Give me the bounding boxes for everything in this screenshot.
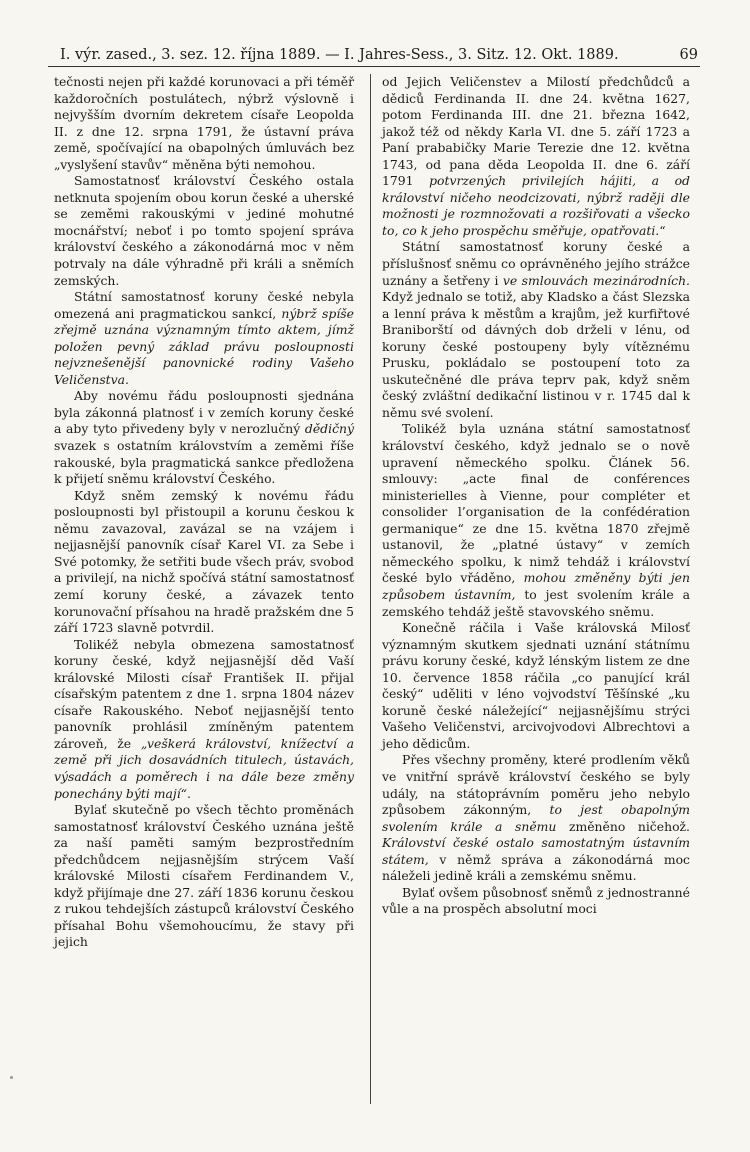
paragraph	[54, 289, 354, 388]
text-run: to jest svolením krále a zemského tehdáž ještě stavovského sněmu.	[382, 586, 691, 619]
text-run: Tolikéž nebyla obmezena samostatnosť koruny české, když nejjasnější děd Vaší královské Milosti císař František II. přijal císařským patentem z dne 1. srpna 1804 název císaře Rakouského. Neboť nejjasnější tento panovník prohlásil zmíněným patentem zároveň, že	[54, 636, 354, 751]
text-run: Státní samostatnosť koruny české nebyla omezená ani pragmatickou sankcí,	[54, 289, 354, 321]
paragraph	[382, 885, 690, 918]
text-run: Bylať ovšem působnosť sněmů z jednostranné vůle a na prospěch absolutní moci	[382, 884, 690, 917]
paragraph	[382, 421, 690, 620]
paragraph	[54, 488, 354, 637]
header-title: I. výr. zased., 3. sez. 12. října 1889. — I. Jahres-Sess., 3. Sitz. 12. Okt. 1889.	[60, 47, 619, 63]
text-run: Aby novému řádu posloupnosti sjednána byla zákonná platnosť i v zemích koruny české a aby tyto přivedeny byly v nerozlučný	[54, 388, 354, 437]
text-run: tečnosti nejen při každé korunovaci a při téměř každoročních postulátech, nýbrž výslovně i nejvyšším dvorním dekretem císaře Leopolda II. z dne 12. srpna 1791, že ústavní práva země, spočívající na obapolných úmluvách bez „vyslyšení stavův“ měněna býti nemohou.	[54, 74, 354, 172]
page-number: 69	[679, 47, 698, 63]
right-text-column	[382, 74, 690, 918]
italic-text: dědičný	[304, 421, 354, 437]
header-rule	[48, 66, 700, 67]
italic-text: potvrzených privilejích hájiti, a od království ničeho neodcizovati, nýbrž raději dle možnosti je rozmnožovati a rozšiřovati a všecko to, co k jeho prospěchu směřuje, opatřovati.	[382, 173, 690, 238]
text-run: Bylať skutečně po všech těchto proměnách samostatnosť království Českého uznána ještě za naší paměti samým bezprostředním předchůdcem nejjasnějším strýcem Vaší královské Milosti císařem Ferdinandem V., když přijímaje dne 27. září 1836 korunu českou z rukou tehdejších zástupců království Českého přísahal Bohu všemohoucímu, že stavy při jejich	[54, 802, 354, 950]
italic-text: nýbrž spíše zřejmě uznána významným tímto aktem, jímž položen pevný základ právu posloupnosti nejvznešenější panovnické rodiny Vašeho Veličenstva.	[54, 305, 355, 387]
text-run: Když jednalo se totiž, aby Kladsko a část Slezska a lenní práva k městům a krajům, jež kurfiřtové Braniborští od dávných dob drželi v lénu, od koruny české postoupeny byly vítěznému Prusku, pokládalo se postoupení toto za uskutečněné dle práva teprv pak, když sněm český zvláštní dedikační listinou v r. 1745 dal k němu své svolení.	[382, 289, 690, 420]
text-run: “	[659, 222, 666, 238]
text-run: Když sněm zemský k novému řádu posloupnosti byl přistoupil a korunu českou k němu zavazoval, zavázal se na vzájem i nejjasnější panovník císař Karel VI. za Sebe i Své potomky, že setřiti bude všech práv, svobod a privilejí, na nichž spočívá státní samostatnosť zemí koruny české, a závazek tento korunovační přísahou na hradě pražském dne 5 září 1723 slavně potvrdil.	[54, 487, 354, 636]
text-run: Státní samostatnosť koruny české a příslušnosť sněmu co oprávněného jejího strážce uznány a šetřeny i	[382, 239, 690, 288]
text-run: Samostatnosť království Českého ostala netknuta spojením obou korun české a uherské se zeměmi rakouskými v jediné mohutné mocnářství; neboť i po tomto spojení správa království českého a zákonodárná moc v něm potrvaly na dále výhradně při králi a sněmích zemských.	[54, 173, 354, 288]
paragraph	[54, 74, 354, 173]
italic-text: to jest obapolným svolením krále a sněmu	[382, 802, 690, 834]
paragraph	[54, 802, 354, 951]
italic-text: mohou změněny býti jen způsobem ústavním,	[382, 570, 690, 602]
text-run: Konečně ráčila i Vaše královská Milosť významným skutkem sjednati uznání státnímu právu koruny české, když lénským listem ze dne 10. července 1858 ráčila „co panující král český“ uděliti v léno vojvodství Těšínské „ku koruně české náležející“ nejjasnějšímu strýci Vašeho Veličenstvi, arcivojvodovi Albrechtovi a jeho dědicům.	[382, 620, 690, 751]
paragraph	[54, 388, 354, 487]
paragraph	[382, 620, 690, 752]
paragraph	[382, 752, 690, 884]
paragraph	[54, 637, 354, 802]
text-run: svazek s ostatním královstvím a zeměmi říše rakouské, byla pragmatická sankce předložena k přijetí sněmu království Českého.	[54, 438, 354, 487]
running-header	[60, 44, 698, 66]
column-divider	[370, 74, 371, 1104]
italic-text: ve smlouvách mezinárodních.	[502, 272, 690, 288]
left-text-column	[54, 74, 354, 951]
text-run: Přes všechny proměny, které prodlením věků ve vnitřní správě království českého se byly udály, na státoprávním poměru jeho nebylo způsobem zákonným,	[382, 752, 690, 818]
italic-text: Království české ostalo samostatným ústavním státem,	[382, 835, 690, 867]
text-run: Tolikéž byla uznána státní samostatnosť království českého, když jednalo se o nově upravení německého spolku. Článek 56. smlouvy: „acte final de conférences ministerielles à Vienne, pour compléter et consolider l’organisation de la confédération germanique“ ze dne 15. května 1870 zřejmě ustanovil, že „platné ústavy“ v zemích německého spolku, k nimž tehdáž i království české bylo vřáděno,	[382, 421, 690, 586]
text-run: v němž správa a zákonodárná moc náleželi jedině králi a zemskému sněmu.	[382, 851, 690, 884]
text-run: od Jejich Veličenstev a Milostí předchůdců a dědiců Ferdinanda II. dne 24. května 1627, potom Ferdinanda III. dne 21. března 1642, jakož též od někdy Karla VI. dne 5. září 1723 a Paní prababičky Marie Terezie dne 12. května 1743, od pana děda Leopolda II. dne 6. září 1791	[382, 74, 690, 189]
paper-speck	[10, 1076, 13, 1079]
paragraph	[382, 74, 690, 239]
italic-text: „veškerá království, knížectví a země při jich dosavádních titulech, ústavách, výsadách a poměrech i na dále beze změny ponechány býti mají“	[54, 735, 355, 801]
paragraph	[382, 239, 690, 421]
text-run: změněno ničehož.	[556, 818, 690, 834]
text-run: .	[187, 785, 191, 801]
paragraph	[54, 173, 354, 289]
